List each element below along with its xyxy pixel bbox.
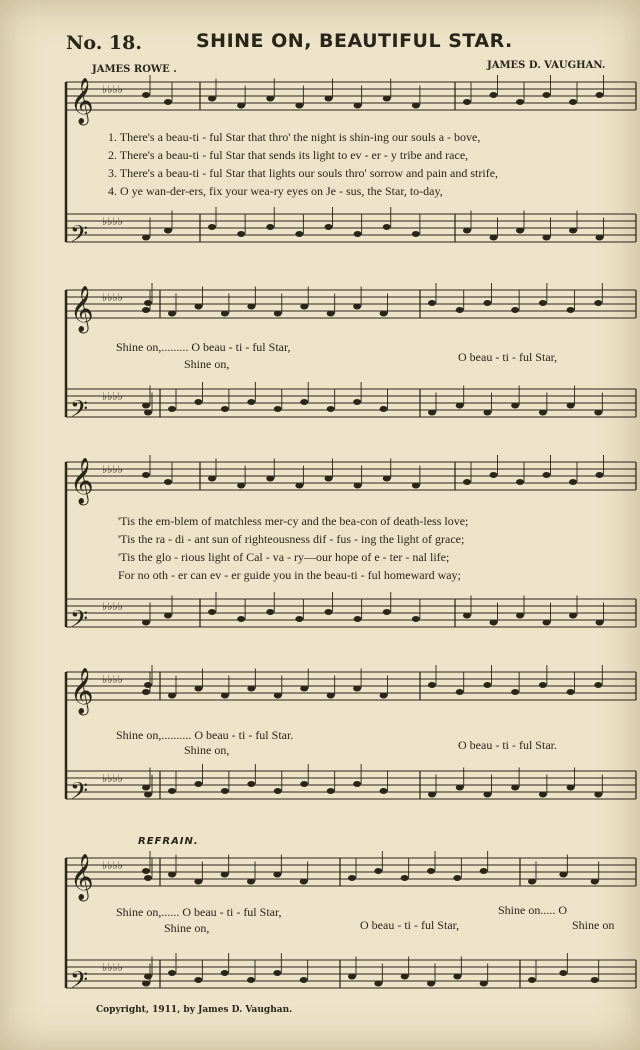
- note-head: [427, 981, 435, 987]
- refrain-upper-lyric: Shine on,...... O beau - ti - ful Star,: [116, 905, 282, 919]
- note-head: [144, 792, 152, 798]
- note-head: [221, 788, 229, 794]
- note-head: [144, 682, 152, 688]
- refrain-lower-lyric-a: Shine on,: [164, 921, 210, 935]
- note-head: [274, 788, 282, 794]
- note-head: [428, 300, 436, 306]
- note-head: [295, 616, 303, 622]
- note-head: [194, 879, 202, 885]
- note-head: [168, 970, 176, 976]
- note-head: [567, 403, 575, 409]
- note-head: [463, 479, 471, 485]
- note-head: [380, 693, 388, 699]
- note-head: [383, 476, 391, 482]
- note-head: [483, 682, 491, 688]
- note-head: [142, 92, 150, 98]
- key-signature-flats: ♭♭♭♭: [102, 463, 123, 477]
- note-head: [144, 300, 152, 306]
- note-head: [480, 981, 488, 987]
- note-head: [325, 224, 333, 230]
- note-head: [511, 689, 519, 695]
- note-head: [142, 472, 150, 478]
- note-head: [594, 682, 602, 688]
- note-head: [300, 686, 308, 692]
- note-head: [511, 307, 519, 313]
- note-head: [567, 307, 575, 313]
- bass-clef: 𝄢: [70, 395, 89, 428]
- note-head: [428, 410, 436, 416]
- note-head: [383, 96, 391, 102]
- note-head: [295, 483, 303, 489]
- note-head: [194, 977, 202, 983]
- bass-clef: 𝄢: [70, 220, 89, 253]
- note-head: [453, 974, 461, 980]
- note-head: [168, 693, 176, 699]
- key-signature-flats: ♭♭♭♭: [102, 600, 123, 614]
- note-head: [221, 872, 229, 878]
- note-head: [596, 620, 604, 626]
- note-head: [327, 693, 335, 699]
- note-head: [412, 231, 420, 237]
- note-head: [266, 476, 274, 482]
- note-head: [208, 609, 216, 615]
- note-head: [594, 792, 602, 798]
- note-head: [247, 879, 255, 885]
- verse4-line1: 4. O ye wan-der-ers, fix your wea-ry eyes on Je - sus, the Star, to-day,: [108, 184, 443, 198]
- note-head: [412, 103, 420, 109]
- note-head: [483, 410, 491, 416]
- note-head: [591, 879, 599, 885]
- note-head: [237, 231, 245, 237]
- note-head: [168, 311, 176, 317]
- hymn-number: No. 18.: [66, 32, 142, 54]
- note-head: [463, 99, 471, 105]
- note-head: [142, 981, 150, 987]
- note-head: [490, 472, 498, 478]
- note-head: [456, 403, 464, 409]
- note-head: [569, 479, 577, 485]
- note-heads: [142, 75, 604, 987]
- key-signature-flats: ♭♭♭♭: [102, 390, 123, 404]
- note-head: [594, 300, 602, 306]
- lyricist-credit: JAMES ROWE .: [92, 64, 177, 75]
- note-head: [374, 981, 382, 987]
- note-head: [480, 868, 488, 874]
- note-head: [221, 406, 229, 412]
- note-head: [539, 300, 547, 306]
- note-head: [528, 977, 536, 983]
- note-head: [559, 970, 567, 976]
- verse3-line2: 'Tis the glo - rious light of Cal - va - ry—our hope of e - ter - nal life;: [118, 550, 450, 564]
- note-head: [221, 970, 229, 976]
- note-head: [567, 689, 575, 695]
- note-head: [144, 875, 152, 881]
- note-head: [164, 613, 172, 619]
- note-head: [348, 974, 356, 980]
- note-head: [266, 609, 274, 615]
- note-head: [596, 235, 604, 241]
- hymn-title: SHINE ON, BEAUTIFUL STAR.: [196, 30, 513, 52]
- note-head: [208, 96, 216, 102]
- note-head: [543, 235, 551, 241]
- note-head: [353, 304, 361, 310]
- note-head: [463, 613, 471, 619]
- note-head: [325, 476, 333, 482]
- note-head: [274, 693, 282, 699]
- note-head: [490, 92, 498, 98]
- note-head: [427, 868, 435, 874]
- composer-credit: JAMES D. VAUGHAN.: [487, 60, 606, 71]
- note-head: [237, 616, 245, 622]
- note-head: [412, 483, 420, 489]
- key-signature-flats: ♭♭♭♭: [102, 83, 123, 97]
- note-head: [569, 613, 577, 619]
- note-head: [168, 406, 176, 412]
- note-head: [274, 406, 282, 412]
- note-head: [511, 785, 519, 791]
- note-head: [543, 620, 551, 626]
- note-head: [539, 410, 547, 416]
- note-head: [194, 686, 202, 692]
- note-head: [266, 96, 274, 102]
- note-head: [300, 399, 308, 405]
- note-head: [221, 311, 229, 317]
- note-head: [456, 785, 464, 791]
- note-head: [528, 879, 536, 885]
- bass-clef: 𝄢: [70, 966, 89, 999]
- note-head: [208, 224, 216, 230]
- note-head: [164, 228, 172, 234]
- note-head: [354, 231, 362, 237]
- key-signature-flats: ♭♭♭♭: [102, 772, 123, 786]
- note-head: [144, 974, 152, 980]
- refrain-lower-lyric-b: O beau - ti - ful Star,: [360, 918, 460, 932]
- note-head: [569, 99, 577, 105]
- note-head: [237, 483, 245, 489]
- note-head: [327, 788, 335, 794]
- note-head: [354, 483, 362, 489]
- verse3-line1: 3. There's a beau-ti - ful Star that lights our souls thro' sorrow and pain and strife,: [108, 166, 499, 180]
- note-head: [516, 479, 524, 485]
- note-head: [295, 231, 303, 237]
- note-head: [247, 781, 255, 787]
- note-head: [300, 977, 308, 983]
- note-head: [453, 875, 461, 881]
- note-head: [237, 103, 245, 109]
- bass-clef: 𝄢: [70, 605, 89, 638]
- note-head: [325, 96, 333, 102]
- treble-clef: 𝄞: [70, 286, 94, 332]
- note-head: [516, 228, 524, 234]
- key-signature-flats: ♭♭♭♭: [102, 291, 123, 305]
- note-head: [247, 977, 255, 983]
- note-head: [456, 689, 464, 695]
- note-head: [348, 875, 356, 881]
- note-head: [247, 399, 255, 405]
- note-head: [300, 304, 308, 310]
- note-head: [142, 785, 150, 791]
- key-signature-flats: ♭♭♭♭: [102, 859, 123, 873]
- note-head: [208, 476, 216, 482]
- note-head: [247, 686, 255, 692]
- verse1-line1: 1. There's a beau-ti - ful Star that thro' the night is shin-ing our souls a - bove,: [108, 130, 481, 144]
- copyright-notice: Copyright, 1911, by James D. Vaughan.: [96, 1005, 293, 1015]
- bass-clef: 𝄢: [70, 777, 89, 810]
- note-head: [273, 872, 281, 878]
- note-head: [516, 613, 524, 619]
- note-head: [428, 682, 436, 688]
- note-head: [144, 410, 152, 416]
- system2-lower-lyric-b: O beau - ti - ful Star,: [458, 350, 558, 364]
- note-head: [300, 781, 308, 787]
- note-head: [168, 788, 176, 794]
- note-head: [412, 616, 420, 622]
- note-head: [354, 616, 362, 622]
- note-head: [168, 872, 176, 878]
- note-head: [374, 868, 382, 874]
- note-head: [596, 472, 604, 478]
- note-head: [543, 472, 551, 478]
- verse2-line2: 'Tis the ra - di - ant sun of righteousness dif - fus - ing the light of grace;: [118, 532, 465, 546]
- key-signature-flats: ♭♭♭♭: [102, 961, 123, 975]
- note-head: [300, 879, 308, 885]
- note-head: [164, 99, 172, 105]
- note-head: [511, 403, 519, 409]
- key-signature-flats: ♭♭♭♭: [102, 673, 123, 687]
- treble-clef: 𝄞: [70, 458, 94, 504]
- note-head: [266, 224, 274, 230]
- note-head: [543, 92, 551, 98]
- note-head: [380, 311, 388, 317]
- treble-clef: 𝄞: [70, 78, 94, 124]
- note-head: [327, 311, 335, 317]
- refrain-label: REFRAIN.: [138, 836, 199, 847]
- note-head: [596, 92, 604, 98]
- note-head: [490, 235, 498, 241]
- treble-clef: 𝄞: [70, 854, 94, 900]
- verse4-line2: For no oth - er can ev - er guide you in the beau-ti - ful homeward way;: [118, 568, 461, 582]
- note-head: [247, 304, 255, 310]
- note-head: [325, 609, 333, 615]
- system4-lower-lyric-a: Shine on,: [184, 743, 230, 757]
- note-head: [142, 307, 150, 313]
- note-head: [463, 228, 471, 234]
- note-head: [295, 103, 303, 109]
- note-head: [383, 224, 391, 230]
- note-head: [194, 304, 202, 310]
- treble-clef: 𝄞: [70, 668, 94, 714]
- note-head: [591, 977, 599, 983]
- note-head: [353, 686, 361, 692]
- note-head: [401, 875, 409, 881]
- note-head: [539, 682, 547, 688]
- note-head: [327, 406, 335, 412]
- note-head: [194, 399, 202, 405]
- system4-upper-lyric: Shine on,.......... O beau - ti - ful Star.: [116, 728, 294, 742]
- note-head: [274, 311, 282, 317]
- note-head: [380, 788, 388, 794]
- note-head: [354, 103, 362, 109]
- refrain-upper-lyric-end: Shine on..... O: [498, 903, 567, 917]
- note-head: [594, 410, 602, 416]
- note-head: [142, 235, 150, 241]
- system4-lower-lyric-b: O beau - ti - ful Star.: [458, 738, 557, 752]
- note-head: [273, 970, 281, 976]
- verse2-line1: 2. There's a beau-ti - ful Star that sends its light to ev - er - y tribe and race,: [108, 148, 469, 162]
- note-head: [539, 792, 547, 798]
- note-head: [142, 620, 150, 626]
- system2-lower-lyric-a: Shine on,: [184, 357, 230, 371]
- note-head: [559, 872, 567, 878]
- note-head: [380, 406, 388, 412]
- key-signature-flats: ♭♭♭♭: [102, 215, 123, 229]
- note-head: [194, 781, 202, 787]
- note-head: [164, 479, 172, 485]
- note-head: [490, 620, 498, 626]
- note-head: [401, 974, 409, 980]
- note-head: [483, 792, 491, 798]
- note-head: [569, 228, 577, 234]
- note-head: [567, 785, 575, 791]
- note-head: [483, 300, 491, 306]
- system2-upper-lyric: Shine on,......... O beau - ti - ful Star,: [116, 340, 291, 354]
- note-head: [353, 781, 361, 787]
- note-head: [142, 868, 150, 874]
- refrain-lower-lyric-end: Shine on: [572, 918, 615, 932]
- note-head: [516, 99, 524, 105]
- note-head: [221, 693, 229, 699]
- note-head: [353, 399, 361, 405]
- note-head: [383, 609, 391, 615]
- note-head: [428, 792, 436, 798]
- note-head: [456, 307, 464, 313]
- note-head: [142, 689, 150, 695]
- note-head: [142, 403, 150, 409]
- verse1-line2: 'Tis the em-blem of matchless mer-cy and the bea-con of death-less love;: [118, 514, 469, 528]
